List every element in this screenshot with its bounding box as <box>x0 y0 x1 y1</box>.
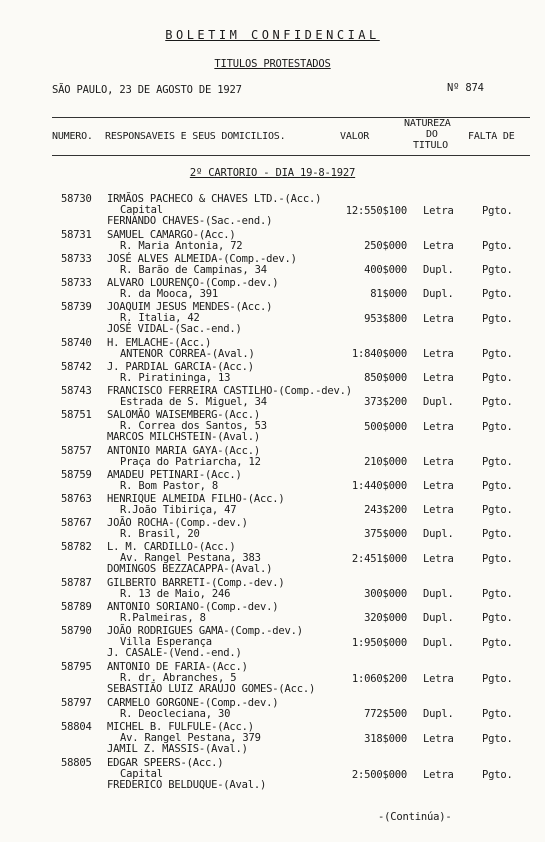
entry-name: ALVARO LOURENÇO-(Comp.-dev.) <box>107 277 279 289</box>
col-header-natureza-3: TITULO <box>413 140 448 151</box>
entry-address: R. Piratininga, 13 <box>120 372 231 384</box>
entry-name: EDGAR SPEERS-(Acc.) <box>107 757 224 769</box>
entry-number: 58790 <box>61 625 92 637</box>
entry-nature: Letra <box>423 421 454 433</box>
document-title: BOLETIM CONFIDENCIAL <box>165 28 380 42</box>
entry-address: Av. Rangel Pestana, 379 <box>120 732 261 744</box>
col-header-falta: FALTA DE <box>468 131 515 142</box>
entry-falta: Pgto. <box>482 673 513 685</box>
entry-extra: FERNANDO CHAVES-(Sac.-end.) <box>107 215 273 227</box>
entry-name: L. M. CARDILLO-(Acc.) <box>107 541 236 553</box>
entry-address: R. Barão de Campinas, 34 <box>120 264 267 276</box>
entry-number: 58731 <box>61 229 92 241</box>
entry-address: R. 13 de Maio, 246 <box>120 588 231 600</box>
entry-nature: Letra <box>423 553 454 565</box>
entry-name: HENRIQUE ALMEIDA FILHO-(Acc.) <box>107 493 285 505</box>
entry-falta: Pgto. <box>482 553 513 565</box>
entry-extra: J. CASALE-(Vend.-end.) <box>107 647 242 659</box>
city-date: SÃO PAULO, 23 DE AGOSTO DE 1927 <box>52 84 242 96</box>
entry-value: 2:500$000 <box>351 769 407 781</box>
entry-value: 953$800 <box>364 313 407 325</box>
entry-value: 250$000 <box>364 240 407 252</box>
document-subtitle: TITULOS PROTESTADOS <box>214 58 331 70</box>
entry-address: R. Correa dos Santos, 53 <box>120 420 267 432</box>
entry-value: 243$200 <box>364 504 407 516</box>
entry-falta: Pgto. <box>482 588 513 600</box>
entry-nature: Letra <box>423 480 454 492</box>
entry-name: J. PARDIAL GARCIA-(Acc.) <box>107 361 254 373</box>
entry-address: Av. Rangel Pestana, 383 <box>120 552 261 564</box>
entry-nature: Dupl. <box>423 708 454 720</box>
bulletin-number: Nº 874 <box>447 82 484 94</box>
entry-number: 58759 <box>61 469 92 481</box>
entry-name: ANTONIO DE FARIA-(Acc.) <box>107 661 248 673</box>
entry-value: 1:060$200 <box>351 673 407 685</box>
entry-nature: Letra <box>423 372 454 384</box>
continua-footer: -(Continúa)- <box>378 811 452 823</box>
col-header-numero: NUMERO. <box>52 131 93 142</box>
entry-number: 58797 <box>61 697 92 709</box>
entry-address: R. Maria Antonia, 72 <box>120 240 243 252</box>
entry-value: 375$000 <box>364 528 407 540</box>
entry-address: Estrada de S. Miguel, 34 <box>120 396 267 408</box>
entry-number: 58740 <box>61 337 92 349</box>
entry-nature: Letra <box>423 348 454 360</box>
entry-nature: Letra <box>423 456 454 468</box>
entry-falta: Pgto. <box>482 288 513 300</box>
entry-name: SAMUEL CAMARGO-(Acc.) <box>107 229 236 241</box>
entry-number: 58742 <box>61 361 92 373</box>
entry-number: 58743 <box>61 385 92 397</box>
entry-falta: Pgto. <box>482 456 513 468</box>
entry-address: R. Italia, 42 <box>120 312 200 324</box>
entry-falta: Pgto. <box>482 240 513 252</box>
entry-name: JOAQUIM JESUS MENDES-(Acc.) <box>107 301 273 313</box>
entry-nature: Letra <box>423 313 454 325</box>
entry-falta: Pgto. <box>482 396 513 408</box>
entry-value: 850$000 <box>364 372 407 384</box>
entry-number: 58767 <box>61 517 92 529</box>
entry-value: 210$000 <box>364 456 407 468</box>
entry-number: 58757 <box>61 445 92 457</box>
entry-value: 318$000 <box>364 733 407 745</box>
entry-value: 772$500 <box>364 708 407 720</box>
entry-extra: FREDERICO BELDUQUE-(Aval.) <box>107 779 267 791</box>
entry-number: 58795 <box>61 661 92 673</box>
entry-falta: Pgto. <box>482 348 513 360</box>
entry-nature: Letra <box>423 240 454 252</box>
entry-falta: Pgto. <box>482 528 513 540</box>
entry-value: 300$000 <box>364 588 407 600</box>
entry-falta: Pgto. <box>482 313 513 325</box>
entry-extra: JOSÉ VIDAL-(Sac.-end.) <box>107 323 242 335</box>
entry-address: R. Brasil, 20 <box>120 528 200 540</box>
entry-number: 58751 <box>61 409 92 421</box>
entry-name: H. EMLACHE-(Acc.) <box>107 337 212 349</box>
entry-nature: Letra <box>423 769 454 781</box>
entry-name: CARMELO GORGONE-(Comp.-dev.) <box>107 697 279 709</box>
entry-falta: Pgto. <box>482 372 513 384</box>
entry-number: 58733 <box>61 253 92 265</box>
entry-number: 58730 <box>61 193 92 205</box>
entry-name: MICHEL B. FULFULE-(Acc.) <box>107 721 254 733</box>
entry-name: ANTONIO SORIANO-(Comp.-dev.) <box>107 601 279 613</box>
entry-nature: Dupl. <box>423 396 454 408</box>
entry-nature: Letra <box>423 205 454 217</box>
entry-extra: DOMINGOS BEZZACAPPA-(Aval.) <box>107 563 273 575</box>
col-header-natureza-2: DO <box>426 129 438 140</box>
col-header-natureza-1: NATUREZA <box>404 118 451 129</box>
entry-extra: JAMIL Z. MASSIS-(Aval.) <box>107 743 248 755</box>
entry-name: IRMÃOS PACHECO & CHAVES LTD.-(Acc.) <box>107 193 322 205</box>
entry-address: Praça do Patriarcha, 12 <box>120 456 261 468</box>
entry-nature: Letra <box>423 673 454 685</box>
entry-nature: Letra <box>423 733 454 745</box>
entry-nature: Dupl. <box>423 612 454 624</box>
entry-value: 1:950$000 <box>351 637 407 649</box>
entry-value: 1:440$000 <box>351 480 407 492</box>
entry-falta: Pgto. <box>482 612 513 624</box>
entry-falta: Pgto. <box>482 733 513 745</box>
entry-address: Capital <box>120 204 163 216</box>
entry-name: JOÃO RODRIGUES GAMA-(Comp.-dev.) <box>107 625 303 637</box>
entry-nature: Dupl. <box>423 528 454 540</box>
entry-address: R. dr. Abranches, 5 <box>120 672 237 684</box>
entry-address: ANTENOR CORREA-(Aval.) <box>120 348 255 360</box>
entry-falta: Pgto. <box>482 480 513 492</box>
section-title: 2º CARTORIO - DIA 19-8-1927 <box>189 167 356 179</box>
entry-address: R. Deocleciana, 30 <box>120 708 231 720</box>
entry-falta: Pgto. <box>482 205 513 217</box>
entry-number: 58787 <box>61 577 92 589</box>
entry-name: AMADEU PETINARI-(Acc.) <box>107 469 242 481</box>
entry-number: 58805 <box>61 757 92 769</box>
entry-name: SALOMÃO WAISEMBERG-(Acc.) <box>107 409 261 421</box>
entry-extra: MARCOS MILCHSTEIN-(Aval.) <box>107 431 261 443</box>
entry-value: 320$000 <box>364 612 407 624</box>
col-header-valor: VALOR <box>340 131 370 142</box>
entry-value: 500$000 <box>364 421 407 433</box>
col-header-responsaveis: RESPONSAVEIS E SEUS DOMICILIOS. <box>105 131 286 142</box>
entry-address: Villa Esperança <box>120 636 212 648</box>
entry-falta: Pgto. <box>482 504 513 516</box>
entry-falta: Pgto. <box>482 421 513 433</box>
entry-number: 58733 <box>61 277 92 289</box>
header-rule-top <box>52 117 530 118</box>
entry-number: 58763 <box>61 493 92 505</box>
entry-nature: Dupl. <box>423 264 454 276</box>
header-rule-bottom <box>52 155 530 156</box>
entry-number: 58804 <box>61 721 92 733</box>
entry-name: GILBERTO BARRETI-(Comp.-dev.) <box>107 577 285 589</box>
entry-falta: Pgto. <box>482 769 513 781</box>
entry-nature: Dupl. <box>423 588 454 600</box>
entry-nature: Dupl. <box>423 288 454 300</box>
entry-value: 373$200 <box>364 396 407 408</box>
entry-address: R.João Tibiriça, 47 <box>120 504 237 516</box>
entry-number: 58739 <box>61 301 92 313</box>
entry-value: 81$000 <box>370 288 407 300</box>
entry-falta: Pgto. <box>482 637 513 649</box>
entry-extra: SEBASTIÃO LUIZ ARAUJO GOMES-(Acc.) <box>107 683 316 695</box>
entry-address: R.Palmeiras, 8 <box>120 612 206 624</box>
entry-name: ANTONIO MARIA GAYA-(Acc.) <box>107 445 261 457</box>
entry-address: Capital <box>120 768 163 780</box>
entry-value: 2:451$000 <box>351 553 407 565</box>
entry-falta: Pgto. <box>482 264 513 276</box>
entry-value: 1:840$000 <box>351 348 407 360</box>
entry-name: JOÃO ROCHA-(Comp.-dev.) <box>107 517 248 529</box>
entry-name: JOSÉ ALVES ALMEIDA-(Comp.-dev.) <box>107 253 297 265</box>
entry-nature: Letra <box>423 504 454 516</box>
entry-address: R. Bom Pastor, 8 <box>120 480 218 492</box>
entry-number: 58782 <box>61 541 92 553</box>
entry-name: FRANCISCO FERREIRA CASTILHO-(Comp.-dev.) <box>107 385 352 397</box>
entry-falta: Pgto. <box>482 708 513 720</box>
entry-value: 12:550$100 <box>345 205 407 217</box>
entry-number: 58789 <box>61 601 92 613</box>
entry-address: R. da Mooca, 391 <box>120 288 218 300</box>
entry-value: 400$000 <box>364 264 407 276</box>
entry-nature: Dupl. <box>423 637 454 649</box>
